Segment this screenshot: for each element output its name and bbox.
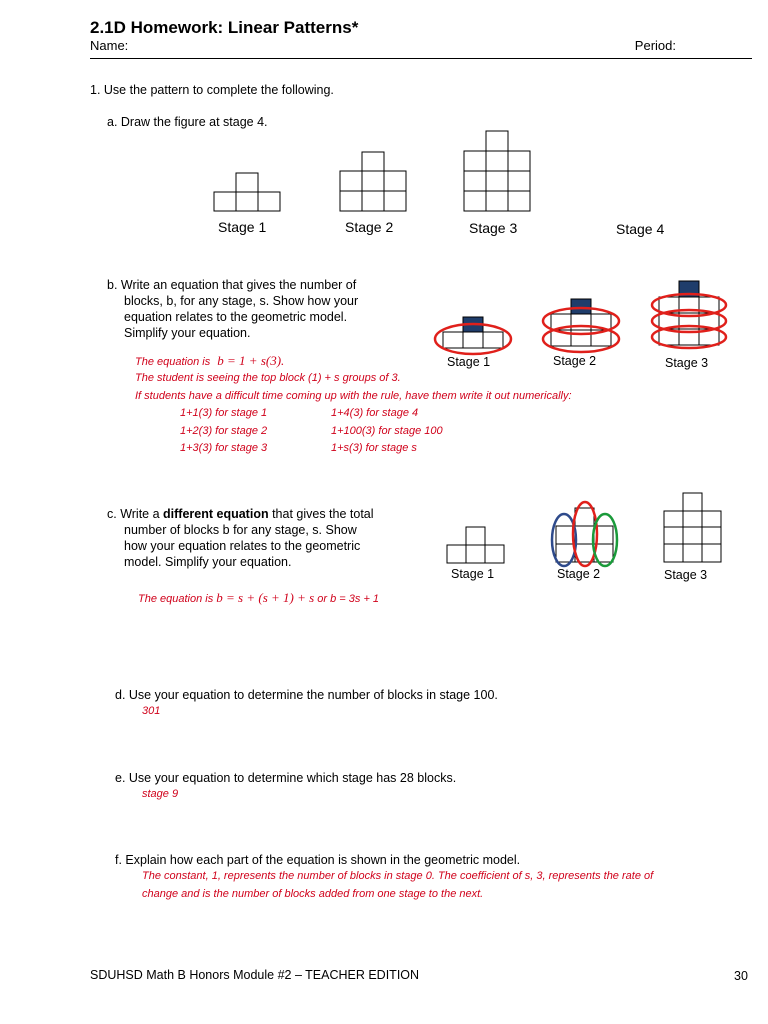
q1a-stage-4-label: Stage 4 (616, 221, 665, 237)
q1c-s3-block (664, 544, 683, 562)
q1f-answer-line: The constant, 1, represents the number of blocks in stage 0. The coefficient of s, 3, represents the rate of (142, 870, 654, 882)
q1c-answer-prefix: The equation is (138, 593, 214, 605)
q1c-s3-block (702, 544, 721, 562)
q1e-answer: stage 9 (142, 788, 179, 800)
q1a-stage-3-label: Stage 3 (469, 220, 518, 236)
q1c-s3-block (683, 544, 702, 562)
q1c-prompt-line: how your equation relates to the geometric (124, 539, 361, 553)
q1c-answer-suffix: or b = 3s + 1 (317, 593, 380, 605)
q1b-example: 1+s(3) for stage s (331, 442, 417, 454)
q1-prompt: 1. Use the pattern to complete the following. (90, 83, 334, 97)
q1c-s3-block (702, 511, 721, 527)
q1c-prompt-bold: different equation (163, 507, 269, 521)
q1f-answer (142, 868, 653, 903)
q1c-s1-block (466, 545, 485, 563)
q1a-stage-1-label: Stage 1 (218, 219, 267, 235)
period-label: Period: (634, 38, 676, 53)
q1b-prompt-line: Simplify your equation. (124, 326, 251, 340)
q1b-prompt-line: blocks, b, for any stage, s. Show how your (124, 294, 359, 308)
q1b-prompt-line: equation relates to the geometric model. (124, 310, 348, 324)
q1f-prompt: f. Explain how each part of the equation is shown in the geometric model. (115, 853, 521, 867)
page-number: 30 (734, 969, 748, 983)
q1b-answer-prefix: The equation is (135, 356, 211, 368)
q1b-example: 1+100(3) for stage 100 (331, 424, 443, 437)
q1c-equation: b = s + (s + 1) + s (216, 590, 315, 605)
q1c-s3-block (664, 527, 683, 544)
q1c-s1-block (485, 545, 504, 563)
q1c-stage-3-label: Stage 3 (664, 568, 708, 582)
q1b-prompt-line: b. Write an equation that gives the number of (107, 278, 357, 292)
q1c-prompt-line: model. Simplify your equation. (124, 555, 292, 569)
q1c-s1-block (447, 545, 466, 563)
q1b-example: 1+3(3) for stage 3 (180, 442, 268, 454)
q1c-prompt-post: that gives the total (268, 507, 374, 521)
q1b-stage-2-label: Stage 2 (553, 354, 597, 368)
q1b-example: 1+4(3) for stage 4 (331, 407, 419, 419)
q1c-s3-block (683, 527, 702, 544)
q1d-answer: 301 (142, 705, 161, 717)
q1d-prompt: d. Use your equation to determine the number of blocks in stage 100. (115, 688, 498, 702)
q1b-stage-1-label: Stage 1 (447, 355, 491, 369)
q1b-example: 1+2(3) for stage 2 (180, 424, 268, 437)
q1c-answer (138, 589, 379, 609)
q1b-answer-line: If students have a difficult time coming up with the rule, have them write it out numerically: (135, 390, 572, 402)
q1c-s3-block (702, 527, 721, 544)
q1c-s3-block (683, 493, 702, 511)
q1c-prompt-line: number of blocks b for any stage, s. Show (124, 523, 357, 537)
q1e-prompt: e. Use your equation to determine which stage has 28 blocks. (115, 771, 457, 785)
q1b-stage-3-label: Stage 3 (665, 356, 709, 370)
q1c-s2-block (575, 526, 594, 544)
q1b-example: 1+1(3) for stage 1 (180, 407, 268, 419)
q1c-s3-block (683, 511, 702, 527)
name-label: Name: (90, 38, 129, 53)
q1a-stage-2-label: Stage 2 (345, 219, 394, 235)
q1c-stage-2-label: Stage 2 (557, 567, 601, 581)
q1c-s3-block (664, 511, 683, 527)
q1b-answer-line: The student is seeing the top block (1) + s groups of 3. (135, 372, 401, 384)
q1c-s1-block (466, 527, 485, 545)
q1b-equation: b = 1 + s(3). (217, 353, 285, 368)
q1c-prompt-pre: c. Write a (107, 507, 164, 521)
page-title: 2.1D Homework: Linear Patterns* (90, 18, 359, 37)
q1a-prompt: a. Draw the figure at stage 4. (107, 115, 268, 129)
q1c-stage-1-label: Stage 1 (451, 567, 495, 581)
footer-text: SDUHSD Math B Honors Module #2 – TEACHER EDITION (90, 968, 420, 982)
q1f-answer-line: change and is the number of blocks added from one stage to the next. (142, 887, 484, 900)
